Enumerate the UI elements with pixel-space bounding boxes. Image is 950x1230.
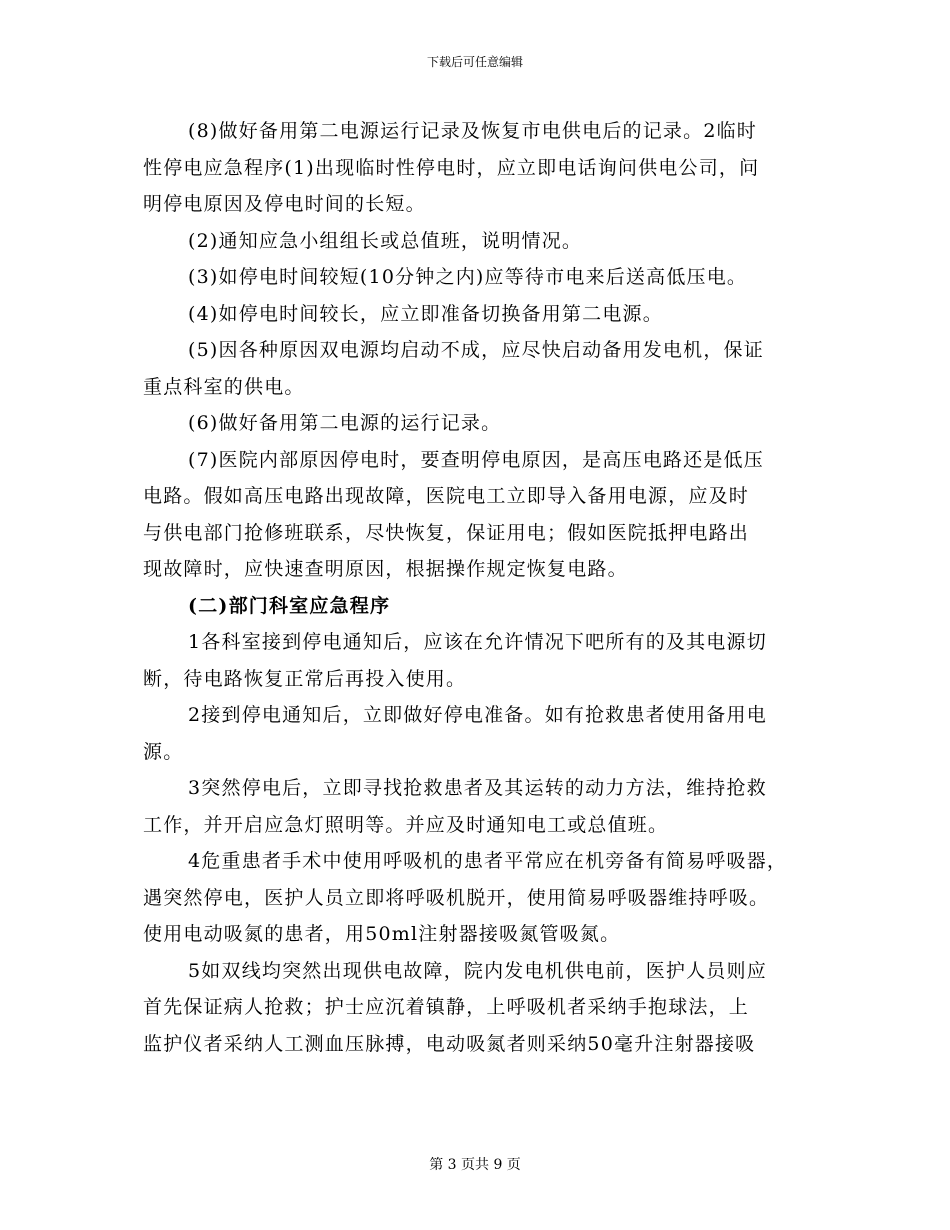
body-line: (3)如停电时间较短(10分钟之内)应等待市电来后送高低压电。 [188, 266, 748, 288]
body-line: (2)通知应急小组组长或总值班，说明情况。 [188, 229, 583, 252]
body-line: (7)医院内部原因停电时，要查明停电原因，是高压电路还是低压 [188, 448, 764, 471]
body-line: 2接到停电通知后，立即做好停电准备。如有抢救患者使用备用电 [188, 704, 767, 726]
body-line: 电路。假如高压电路出现故障，医院电工立即导入备用电源，应及时 [143, 485, 750, 507]
body-line: 断，待电路恢复正常后再投入使用。 [143, 667, 467, 690]
body-line: (5)因各种原因双电源均启动不成，应尽快启动备用发电机，保证 [188, 339, 764, 361]
body-line: 源。 [143, 740, 184, 763]
body-line: 监护仪者采纳人工测血压脉搏，电动吸氮者则采纳50毫升注射器接吸 [143, 1032, 756, 1055]
body-line: (4)如停电时间较长，应立即准备切换备用第二电源。 [188, 302, 663, 325]
body-line: 明停电原因及停电时间的长短。 [143, 193, 426, 215]
body-line: 4危重患者手术中使用呼吸机的患者平常应在机旁备有简易呼吸器， [188, 850, 788, 872]
body-line: 重点科室的供电。 [143, 375, 305, 398]
body-line: 1各科室接到停电通知后，应该在允许情况下吧所有的及其电源切 [188, 631, 767, 653]
body-line: 3突然停电后，立即寻找抢救患者及其运转的动力方法，维持抢救 [188, 777, 767, 799]
page-footer: 第 3 页共 9 页 [429, 1157, 521, 1173]
body-line: 与供电部门抢修班联系，尽快恢复，保证用电；假如医院抵押电路出 [143, 521, 750, 544]
body-line: 现故障时，应快速查明原因，根据操作规定恢复电路。 [143, 558, 628, 580]
body-line: 5如双线均突然出现供电故障，院内发电机供电前，医护人员则应 [188, 959, 767, 982]
body-line: 性停电应急程序(1)出现临时性停电时，应立即电话询问供电公司，问 [143, 156, 760, 179]
page-header: 下载后可任意编辑 [426, 55, 523, 69]
body-line: 首先保证病人抢救；护士应沉着镇静，上呼吸机者采纳手抱球法，上 [143, 996, 750, 1018]
document-body [143, 113, 833, 1062]
body-line: 遇突然停电，医护人员立即将呼吸机脱开，使用简易呼吸器维持呼吸。 [143, 886, 770, 909]
section-heading: (二)部门科室应急程序 [188, 594, 391, 617]
body-line: (6)做好备用第二电源的运行记录。 [188, 412, 502, 434]
body-line: 使用电动吸氮的患者，用50ml注射器接吸氮管吸氮。 [143, 923, 621, 945]
body-line: (8)做好备用第二电源运行记录及恢复市电供电后的记录。2临时 [188, 120, 758, 142]
body-line: 工作，并开启应急灯照明等。并应及时通知电工或总值班。 [143, 813, 669, 836]
